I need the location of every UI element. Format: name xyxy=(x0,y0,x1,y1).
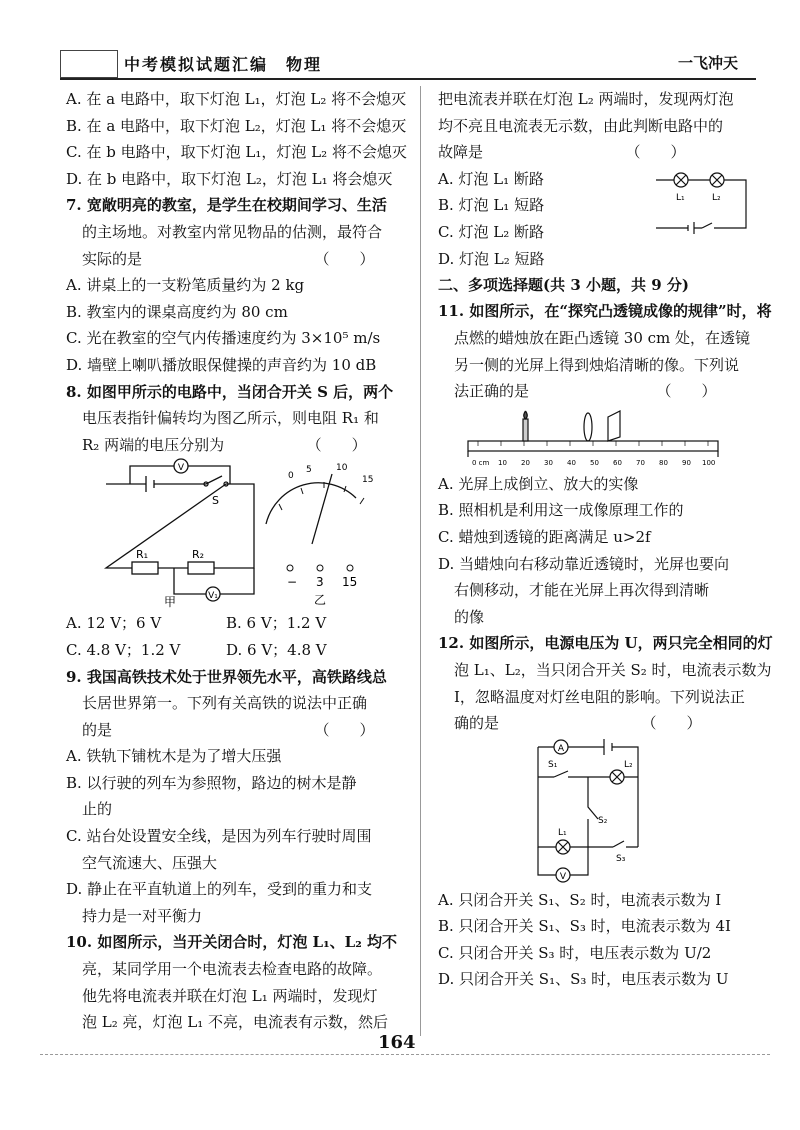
q7-stem: 的主场地。对教室内常见物品的估测，最符合 xyxy=(82,222,383,241)
q8-figure xyxy=(66,458,404,610)
q8-stem: 电压表指针偏转均为图乙所示，则电阻 R₁ 和 xyxy=(82,409,379,428)
right-column xyxy=(438,86,773,993)
q10-stem-cont: 故障是 （ ） xyxy=(438,143,686,162)
q10-l2-label: L₂ xyxy=(712,192,721,203)
q8-stem: 8. 如图甲所示的电路中，当闭合开关 S 后，两个 xyxy=(66,382,394,401)
q8-switch-label: S xyxy=(212,494,219,508)
q9-option-b: B. 以行驶的列车为参照物，路边的树木是静 xyxy=(66,773,357,792)
q10-l1-label: L₁ xyxy=(676,192,685,203)
q7-stem: 实际的是 （ ） xyxy=(82,249,375,268)
header-rule xyxy=(60,78,756,80)
q11-tick: 60 xyxy=(613,458,622,467)
q11-tick: 30 xyxy=(544,458,553,467)
q12-option-c: C. 只闭合开关 S₃ 时，电压表示数为 U/2 xyxy=(438,943,712,962)
q8-circuit-diagram xyxy=(66,458,404,610)
q11-tick: 100 xyxy=(702,458,716,467)
q7-option-a: A. 讲桌上的一支粉笔质量约为 2 kg xyxy=(66,276,305,295)
q6-option-d: D. 在 b 电路中，取下灯泡 L₂，灯泡 L₁ 将会熄灭 xyxy=(66,169,393,188)
q12-ammeter-label: A xyxy=(557,743,565,754)
footer-rule xyxy=(40,1054,770,1056)
header-brand: 一飞冲天 xyxy=(678,54,739,72)
header-logo xyxy=(60,50,118,78)
q9-option-d: D. 静止在平直轨道上的列车，受到的重力和支 xyxy=(66,880,373,899)
q8-option-a: A. 12 V；6 V xyxy=(66,614,162,633)
q12-stem: 泡 L₁、L₂，当只闭合开关 S₂ 时，电流表示数为 xyxy=(454,660,772,679)
q9-stem: 9. 我国高铁技术处于世界领先水平，高铁路线总 xyxy=(66,667,387,686)
q12-s1-label: S₁ xyxy=(548,759,558,770)
q12-s3-label: S₃ xyxy=(616,853,626,864)
q11-optical-bench xyxy=(438,405,758,471)
q12-l1-label: L₁ xyxy=(558,827,567,838)
left-column xyxy=(66,86,407,1036)
q8-fig-yi: 乙 xyxy=(314,593,327,608)
q11-tick: 0 cm xyxy=(472,458,490,467)
q12-option-a: A. 只闭合开关 S₁、S₂ 时，电流表示数为 I xyxy=(438,890,722,909)
q11-option-b: B. 照相机是利用这一成像原理工作的 xyxy=(438,501,684,520)
q9-option-c: 空气流速大、压强大 xyxy=(82,853,218,872)
q11-tick: 50 xyxy=(590,458,599,467)
q12-s2-label: S₂ xyxy=(598,815,608,826)
section2-heading: 二、多项选择题(共 3 小题，共 9 分) xyxy=(438,275,689,294)
q11-tick: 70 xyxy=(636,458,645,467)
q11-figure xyxy=(438,405,758,471)
q9-stem: 的是 （ ） xyxy=(82,720,375,739)
q11-tick: 10 xyxy=(498,458,507,467)
q8-scale-tick: 15 xyxy=(362,475,374,486)
q12-circuit-diagram xyxy=(438,737,758,887)
q11-tick: 20 xyxy=(521,458,530,467)
q8-option-b: B. 6 V；1.2 V xyxy=(226,614,327,633)
q11-option-d: 右侧移动，才能在光屏上再次得到清晰 xyxy=(454,581,710,600)
q10-stem: 泡 L₂ 亮，灯泡 L₁ 不亮，电流表有示数，然后 xyxy=(82,1013,389,1032)
q10-stem: 亮，某同学用一个电流表去检查电路的故障。 xyxy=(82,960,383,979)
q8-scale-tick: 10 xyxy=(336,463,348,474)
q11-tick: 80 xyxy=(659,458,668,467)
q10-stem-cont: 均不亮且电流表无示数，由此判断电路中的 xyxy=(438,116,724,135)
q8-scale-tick: 5 xyxy=(306,465,312,476)
q8-terminal-minus: − xyxy=(287,575,298,590)
q11-option-d: D. 当蜡烛向右移动靠近透镜时，光屏也要向 xyxy=(438,554,730,573)
q9-stem: 长居世界第一。下列有关高铁的说法中正确 xyxy=(82,694,368,713)
q8-terminal-3: 3 xyxy=(316,575,324,590)
q12-stem: I，忽略温度对灯丝电阻的影响。下列说法正 xyxy=(454,687,745,706)
q12-option-d: D. 只闭合开关 S₁、S₃ 时，电压表示数为 U xyxy=(438,970,729,989)
q8-fig-jia: 甲 xyxy=(164,595,177,610)
q9-option-d: 持力是一对平衡力 xyxy=(82,906,203,925)
q10-option-a: A. 灯泡 L₁ 断路 xyxy=(438,169,544,188)
q9-option-a: A. 铁轨下铺枕木是为了增大压强 xyxy=(66,747,282,766)
q8-options-row xyxy=(66,637,404,664)
q8-r2-label: R₂ xyxy=(192,548,205,562)
q12-option-b: B. 只闭合开关 S₁、S₃ 时，电流表示数为 4I xyxy=(438,917,731,936)
q7-stem: 7. 宽敞明亮的教室，是学生在校期间学习、生活 xyxy=(66,196,387,215)
q8-option-c: C. 4.8 V；1.2 V xyxy=(66,640,181,659)
q7-option-d: D. 墙壁上喇叭播放眼保健操的声音约为 10 dB xyxy=(66,355,377,374)
q12-voltmeter-label: V xyxy=(559,871,567,882)
page-number: 164 xyxy=(378,1032,416,1053)
q6-option-b: B. 在 a 电路中，取下灯泡 L₂，灯泡 L₁ 将不会熄灭 xyxy=(66,116,407,135)
q11-option-c: C. 蜡烛到透镜的距离满足 u>2f xyxy=(438,527,651,546)
q11-stem: 11. 如图所示，在“探究凸透镜成像的规律”时，将 xyxy=(438,302,772,321)
q11-stem: 点燃的蜡烛放在距凸透镜 30 cm 处，在透镜 xyxy=(454,328,751,347)
q8-option-d: D. 6 V；4.8 V xyxy=(226,640,327,659)
q12-stem: 确的是 （ ） xyxy=(454,714,702,733)
q12-l2-label: L₂ xyxy=(624,759,633,770)
q11-option-a: A. 光屏上成倒立、放大的实像 xyxy=(438,474,639,493)
q11-tick: 40 xyxy=(567,458,576,467)
q11-stem: 法正确的是 （ ） xyxy=(454,382,717,401)
q9-option-c: C. 站台处设置安全线，是因为列车行驶时周围 xyxy=(66,827,372,846)
q11-stem: 另一侧的光屏上得到烛焰清晰的像。下列说 xyxy=(454,355,740,374)
q10-option-d: D. 灯泡 L₂ 短路 xyxy=(438,249,545,268)
q10-stem: 10. 如图所示，当开关闭合时，灯泡 L₁、L₂ 均不 xyxy=(66,933,397,952)
q10-stem-cont: 把电流表并联在灯泡 L₂ 两端时，发现两灯泡 xyxy=(438,90,734,108)
q11-tick: 90 xyxy=(682,458,691,467)
q10-option-b: B. 灯泡 L₁ 短路 xyxy=(438,196,545,215)
q11-option-d: 的像 xyxy=(454,607,485,626)
q10-stem: 他先将电流表并联在灯泡 L₁ 两端时，发现灯 xyxy=(82,986,378,1005)
q8-r1-label: R₁ xyxy=(136,548,149,562)
q8-voltmeter1-label: V₁ xyxy=(208,591,218,602)
q10-option-c: C. 灯泡 L₂ 断路 xyxy=(438,222,544,241)
q8-voltmeter-label: V xyxy=(177,463,185,474)
q12-figure xyxy=(438,737,758,887)
q7-option-c: C. 光在教室的空气内传播速度约为 3×10⁵ m/s xyxy=(66,329,381,348)
q9-option-b: 止的 xyxy=(82,800,113,819)
q10-options-block xyxy=(438,166,758,272)
q10-circuit-diagram xyxy=(646,170,756,240)
q8-stem: R₂ 两端的电压分别为 （ ） xyxy=(82,435,367,454)
q6-option-c: C. 在 b 电路中，取下灯泡 L₁，灯泡 L₂ 将不会熄灭 xyxy=(66,143,407,162)
q8-scale-tick: 0 xyxy=(288,471,294,482)
q8-terminal-15: 15 xyxy=(342,575,358,590)
q7-option-b: B. 教室内的课桌高度约为 80 cm xyxy=(66,302,288,321)
q6-option-a: A. 在 a 电路中，取下灯泡 L₁，灯泡 L₂ 将不会熄灭 xyxy=(66,90,407,108)
q12-stem: 12. 如图所示，电源电压为 U，两只完全相同的灯 xyxy=(438,634,773,653)
column-divider xyxy=(420,86,421,1036)
header-title: 中考模拟试题汇编 物理 xyxy=(124,55,323,74)
q8-options-row xyxy=(66,610,404,637)
